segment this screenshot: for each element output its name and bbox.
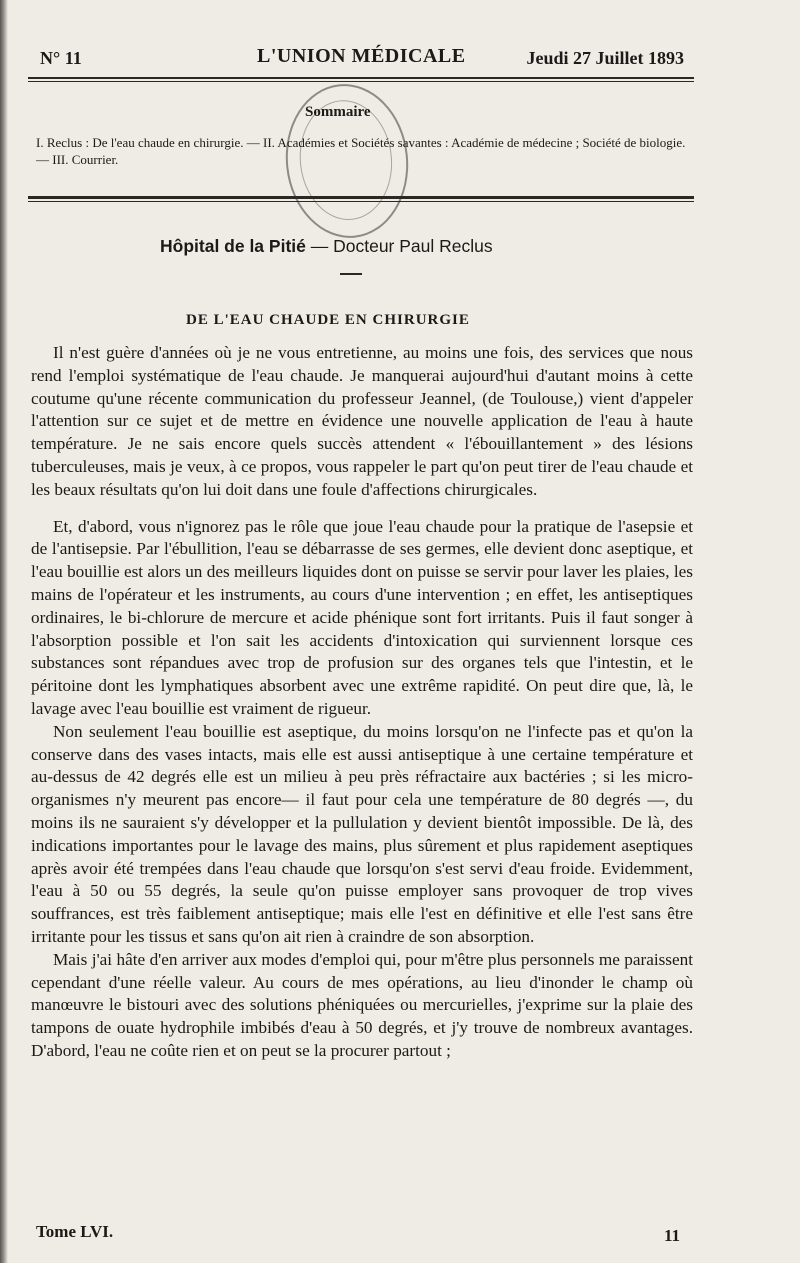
byline-divider — [340, 273, 362, 275]
sommaire-contents: I. Reclus : De l'eau chaude en chirurgie. — II. Académies et Sociétés savantes : Académie de médecine ; Société de biologie. — III. Courrier. — [36, 135, 686, 167]
author-name: — Docteur Paul Reclus — [310, 236, 493, 256]
page-footer — [32, 1218, 684, 1248]
volume-label: Tome LVI. — [36, 1222, 114, 1241]
article-paragraph: Mais j'ai hâte d'en arriver aux modes d'emploi qui, pour m'être plus personnels me paraissent cependant d'une réelle valeur. Au cours de mes opérations, au lieu d'inonder le champ où manœuvre le bistouri avec des solutions phéniquées ou mercurielles, j'exprime sur la plaie des tampons de ouate hydrophile imbibés d'eau à 50 degrés, et j'y trouve de nombreux avantages. D'abord, l'eau ne coûte rien et on peut se la procurer partout ; — [31, 949, 693, 1060]
running-header — [32, 42, 684, 72]
article-paragraph: Il n'est guère d'années où je ne vous entretienne, au moins une fois, des services que nous rend l'emploi systématique de l'eau chaude. Je manquerai aujourd'hui d'autant moins à cette coutume qu'une récente communication du professeur Jeannel, (de Toulouse,) vient d'appeler l'attention sur ce sujet et de mettre en évidence une nouvelle application de l'eau à haute température. Je ne sais encore quels succès attendent « l'ébouillantement » des lésions tuberculeuses, mais je veux, à ce propos, vous rappeler le part qu'on peut tirer de l'eau chaude et les beaux résultats qu'on lui doit dans une foule d'affections chirurgicales. — [31, 343, 693, 499]
header-rule — [28, 77, 694, 79]
article-byline — [160, 236, 493, 257]
signature-mark: 11 — [663, 1226, 680, 1245]
page-edge-shadow — [0, 0, 8, 1263]
article-paragraph: Non seulement l'eau bouillie est aseptique, du moins lorsqu'on ne l'infecte pas et qu'on la conserve dans des vases intacts, mais elle est aussi antiseptique à une certaine température et au-dessus de 42 degrés elle est un milieu à peu près réfractaire aux bactéries ; si les micro-organismes n'y meurent pas encore— il faut pour cela une température de 80 degrés —, du moins ils ne sauraient s'y développer et la pullulation y devient bientôt impossible. De là, des indications importantes pour le lavage des mains, plus sûrement et plus rapidement aseptiques après avoir été trempées dans l'eau chaude que lorsqu'on s'est servi d'eau froide. Evidemment, l'eau à 50 ou 55 degrés, la seule qu'on puisse employer sans provoquer de trop vives souffrances, est très faiblement antiseptique; mais elle l'est en définitive et elle l'est sans être irritante pour les tissus et sans qu'on ait rien à craindre de son absorption. — [31, 721, 693, 946]
journal-title: L'UNION MÉDICALE — [257, 45, 466, 67]
header-rule-thin — [28, 81, 694, 82]
article-paragraph: Et, d'abord, vous n'ignorez pas le rôle que joue l'eau chaude pour la pratique de l'asepsie et de l'antisepsie. Par l'ébullition, l'eau se débarrasse de ses germes, elle devient donc aseptique, et l'eau bouillie est alors un des meilleurs liquides dont on puisse se servir pour laver les plaies, les mains de l'opérateur et les instruments, au cours d'une intervention ; en effet, les antiseptiques ordinaires, le bi-chlorure de mercure et acide phénique sont fort irritants. Puis il faut songer à l'absorption possible et l'on sait les accidents d'intoxication qui surviennent lorsque ces substances sont répandues avec trop de profusion sur des organes tels que l'intestin, et le péritoine dont les lymphatiques absorbent avec une extrême rapidité. On peut dire que, là, le lavage avec l'eau bouillie est vraiment de rigueur. — [31, 516, 693, 718]
sommaire-rule-thin — [28, 201, 694, 202]
sommaire-rule — [28, 196, 694, 199]
issue-number: N° 11 — [40, 48, 82, 68]
sommaire-heading: Sommaire — [305, 104, 371, 120]
issue-date: Jeudi 27 Juillet 1893 — [526, 48, 684, 68]
article-body — [31, 342, 693, 1063]
article-title: DE L'EAU CHAUDE EN CHIRURGIE — [186, 312, 470, 328]
hospital-name: Hôpital de la Pitié — [160, 236, 306, 256]
